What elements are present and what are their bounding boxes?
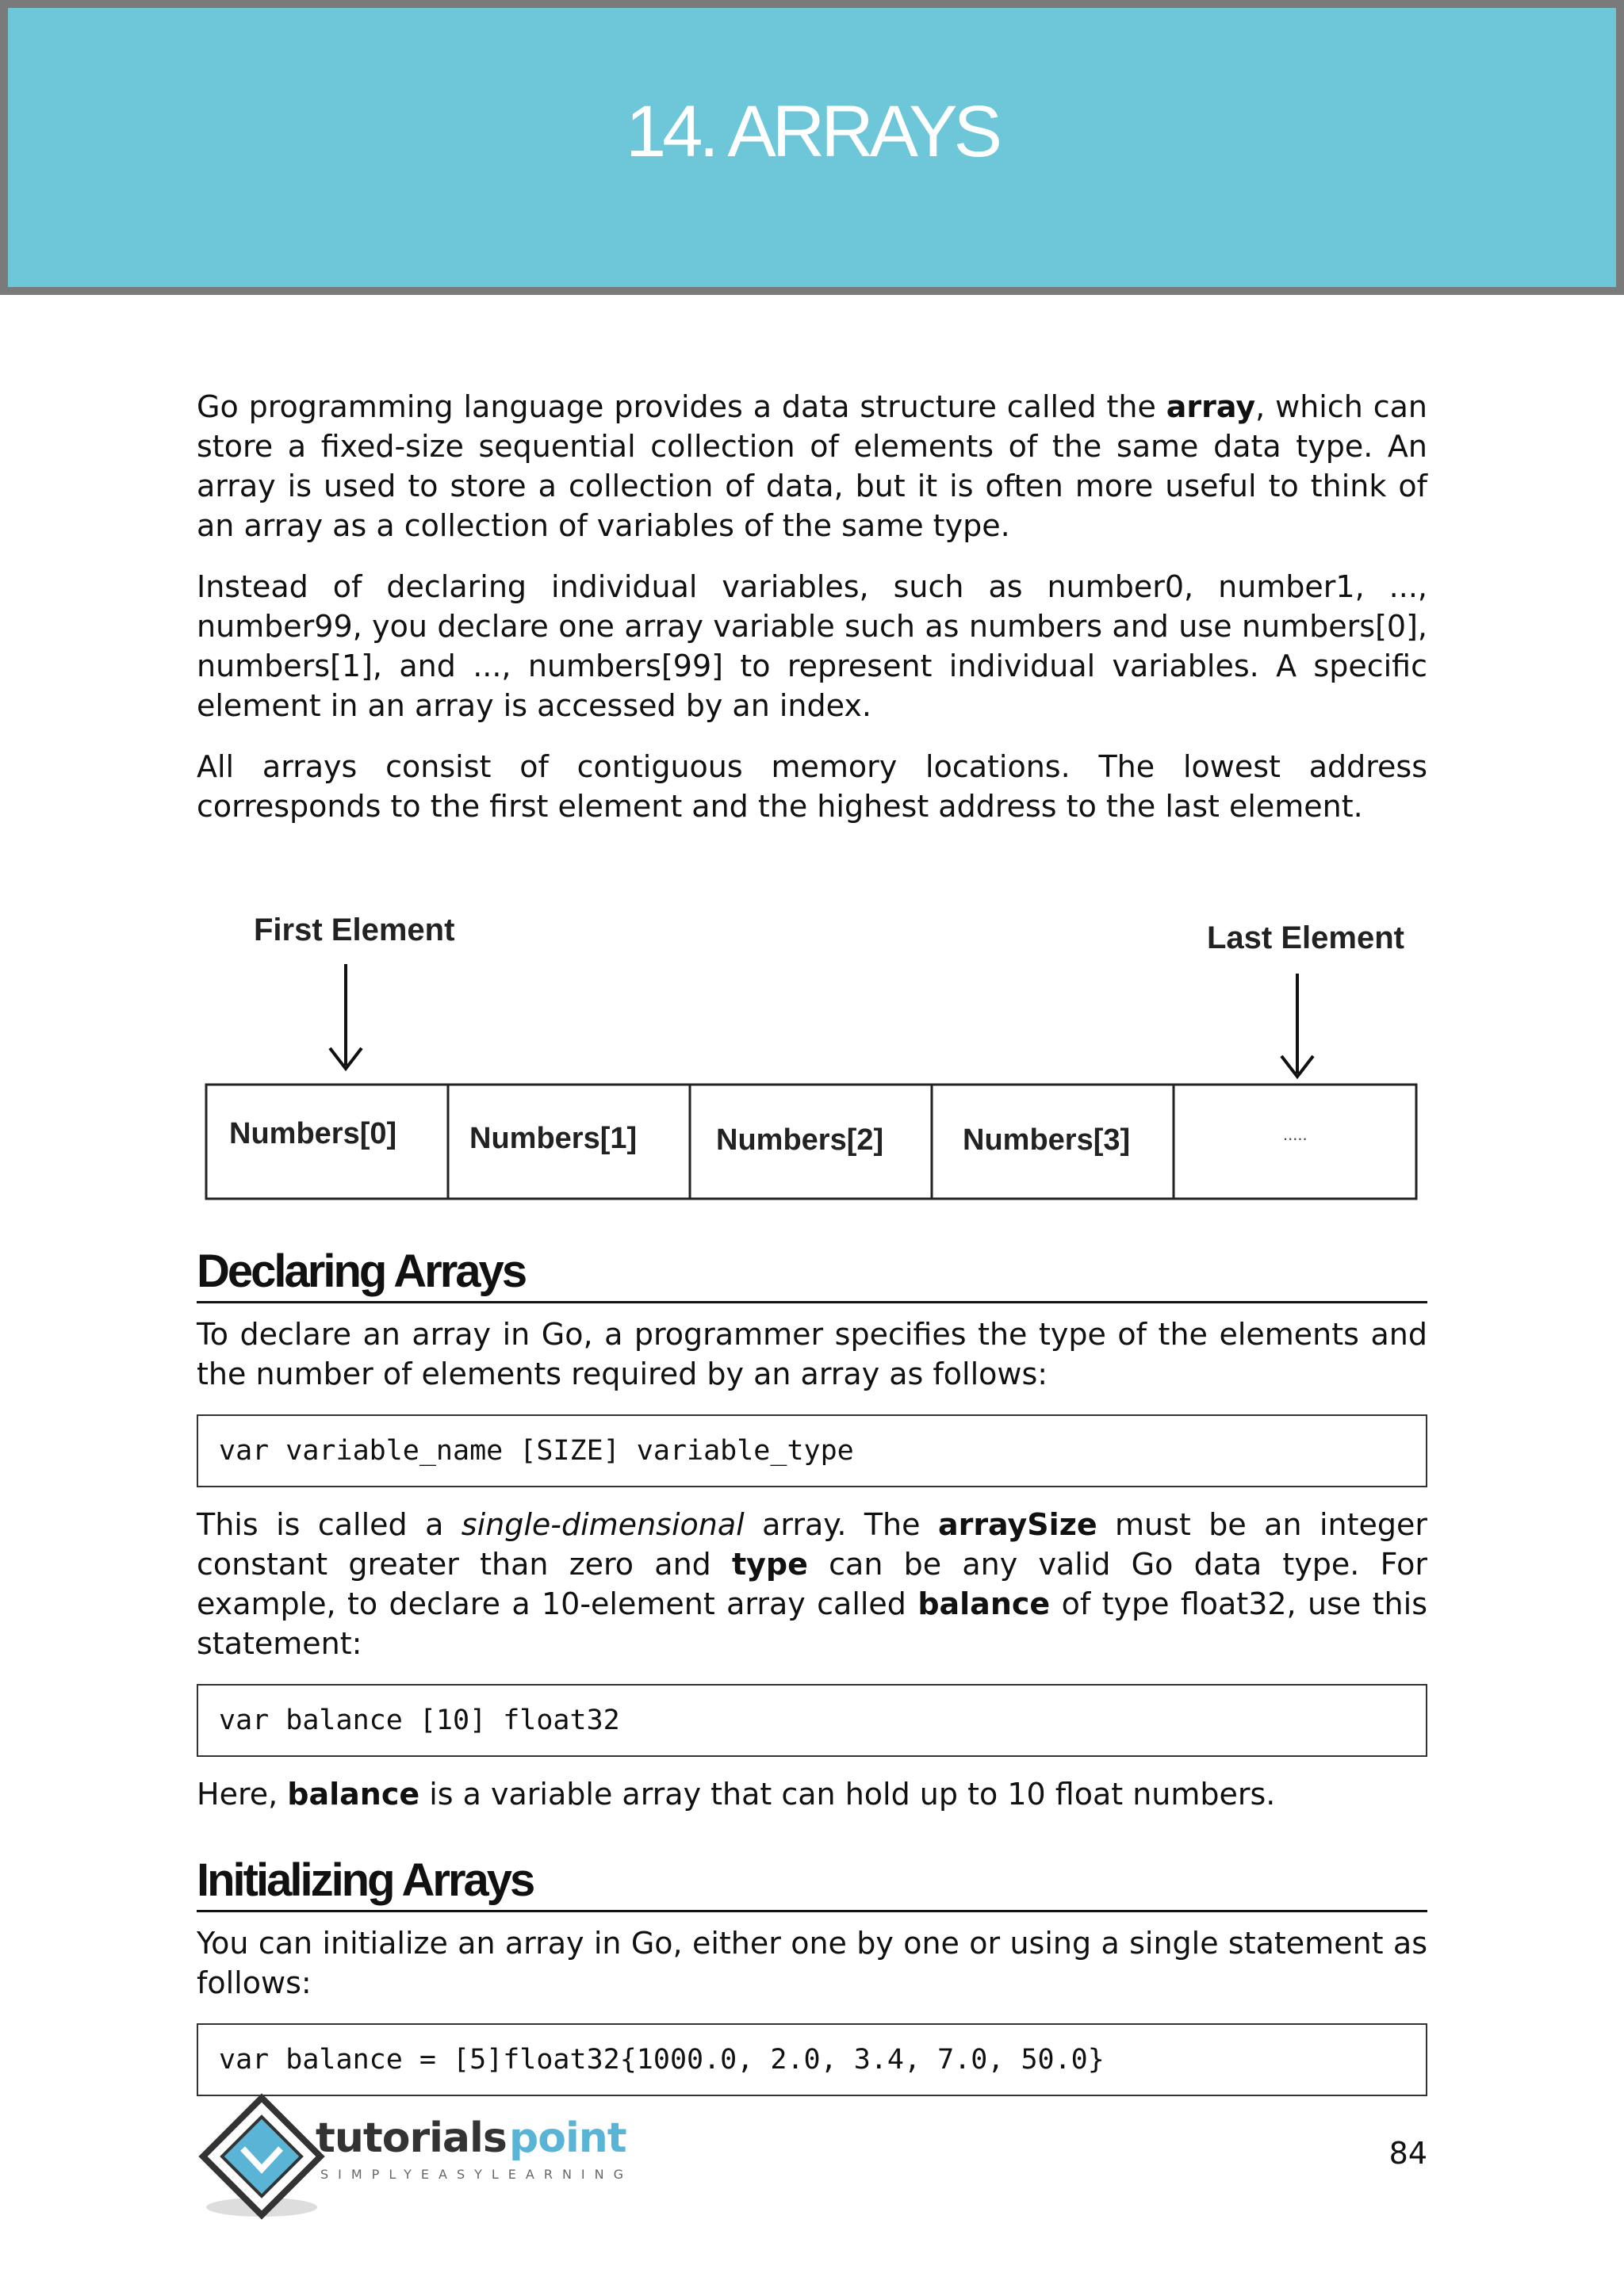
- first-element-label: First Element: [254, 913, 455, 947]
- code-block-initialize-balance: var balance = [5]float32{1000.0, 2.0, 3.4, 7.0, 50.0}: [197, 2023, 1427, 2096]
- array-cell-label-2: Numbers[2]: [716, 1123, 884, 1157]
- text-span: of type float32, use this statement:: [197, 1586, 1427, 1661]
- array-cells: [206, 1085, 1416, 1199]
- italic-term: single-dimensional: [461, 1507, 745, 1542]
- page-content: [197, 387, 1427, 2114]
- text-span: , which can store a fixed-size sequential collection of elements of the same data type. An array is used to store a collection of data, but it is often more useful to think of an array as a collection of variables of the same type.: [197, 389, 1427, 543]
- array-diagram: [197, 885, 1427, 1218]
- logo-text-tutorials: tutorials: [316, 2114, 507, 2162]
- intro-paragraph-1: [197, 387, 1427, 545]
- declaring-paragraph-3: [197, 1774, 1427, 1814]
- array-cell-label-3: Numbers[3]: [963, 1123, 1131, 1157]
- last-element-label: Last Element: [1207, 920, 1404, 955]
- section-heading-initializing: Initializing Arrays: [197, 1854, 1427, 1912]
- tutorialspoint-logo-svg: [195, 2090, 639, 2223]
- array-cell-label-4: .....: [1283, 1124, 1308, 1144]
- chapter-banner: [0, 0, 1624, 295]
- text-span: Go programming language provides a data structure called the: [197, 389, 1166, 424]
- array-diagram-svg: [197, 885, 1427, 1218]
- array-cell-label-0: Numbers[0]: [229, 1117, 397, 1150]
- logo-text-point: point: [509, 2114, 626, 2162]
- tutorialspoint-logo: [195, 2090, 639, 2226]
- bold-term-arraysize: arraySize: [937, 1507, 1097, 1542]
- text-span: must be an integer constant greater than zero and: [197, 1507, 1427, 1582]
- text-span: array. The: [744, 1507, 938, 1542]
- section-heading-declaring: Declaring Arrays: [197, 1245, 1427, 1303]
- last-element-arrow-icon: [1281, 974, 1313, 1077]
- array-cell-label-1: Numbers[1]: [469, 1122, 638, 1155]
- text-span: This is called a: [197, 1507, 462, 1542]
- text-span: Here,: [197, 1777, 288, 1812]
- bold-term-array: array: [1166, 389, 1256, 424]
- code-block-declare-syntax: var variable_name [SIZE] variable_type: [197, 1414, 1427, 1487]
- code-block-declare-balance: var balance [10] float32: [197, 1684, 1427, 1757]
- initializing-paragraph-1: You can initialize an array in Go, either one by one or using a single statement as follows:: [197, 1926, 1427, 2000]
- logo-tagline: SIMPLYEASYLEARNING: [320, 2167, 634, 2182]
- bold-term-type: type: [732, 1547, 808, 1582]
- declaring-paragraph-2: [197, 1505, 1427, 1663]
- intro-paragraph-3: All arrays consist of contiguous memory locations. The lowest address corresponds to the first element and the highest address to the last element.: [197, 749, 1427, 824]
- bold-term-balance: balance: [287, 1777, 420, 1812]
- page-number: 84: [1388, 2136, 1427, 2171]
- first-element-arrow-icon: [330, 964, 362, 1069]
- text-span: can be any valid Go data type. For example, to declare a 10-element array called: [197, 1547, 1427, 1621]
- text-span: is a variable array that can hold up to 10 float numbers.: [419, 1777, 1276, 1812]
- intro-paragraph-2: Instead of declaring individual variables, such as number0, number1, ..., number99, you declare one array variable such as numbers and use numbers[0], numbers[1], and ..., numbers[99] to represent individual variables. A specific element in an array is accessed by an index.: [197, 569, 1427, 723]
- chapter-title: 14. ARRAYS: [626, 91, 998, 172]
- declaring-paragraph-1: To declare an array in Go, a programmer specifies the type of the elements and the number of elements required by an array as follows:: [197, 1317, 1427, 1391]
- bold-term-balance: balance: [917, 1586, 1051, 1621]
